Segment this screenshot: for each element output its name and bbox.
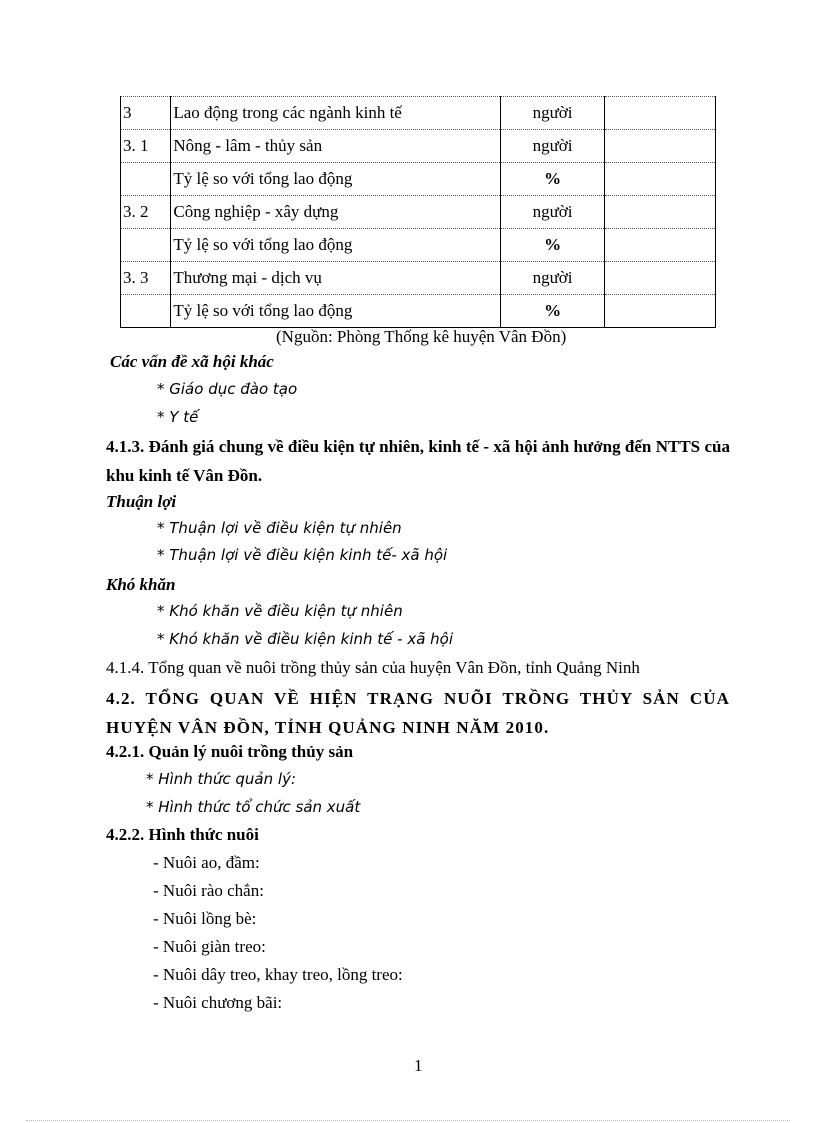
row-item: Lao động trong các ngành kinh tế bbox=[171, 97, 501, 130]
row-item: Tỷ lệ so với tổng lao động bbox=[171, 163, 501, 196]
row-number: 3 bbox=[121, 97, 171, 130]
page-bottom-rule bbox=[26, 1120, 790, 1121]
labor-table bbox=[120, 96, 716, 328]
section-heading-421: 4.2.1. Quản lý nuôi trồng thủy sản bbox=[106, 742, 354, 761]
row-number: 3. 1 bbox=[121, 130, 171, 163]
row-value bbox=[605, 262, 716, 295]
row-number: 3. 2 bbox=[121, 196, 171, 229]
row-value bbox=[605, 163, 716, 196]
social-item: * Y tế bbox=[157, 408, 199, 426]
farming-item: - Nuôi lồng bè: bbox=[153, 909, 257, 928]
overview-414: 4.1.4. Tổng quan về nuôi trồng thủy sản của huyện Vân Đồn, tỉnh Quảng Ninh bbox=[106, 658, 640, 677]
row-value bbox=[605, 295, 716, 328]
advantages-heading: Thuận lợi bbox=[106, 492, 177, 511]
row-value bbox=[605, 130, 716, 163]
row-unit: người bbox=[501, 196, 605, 229]
table-row bbox=[121, 163, 716, 196]
management-item: * Hình thức quản lý: bbox=[146, 770, 296, 788]
management-item: * Hình thức tổ chức sản xuất bbox=[146, 798, 361, 816]
section-heading-413: 4.1.3. Đánh giá chung về điều kiện tự nhiên, kinh tế - xã hội ảnh hưởng đến NTTS của khu kinh tế Vân Đồn. bbox=[106, 437, 730, 485]
row-unit: người bbox=[501, 130, 605, 163]
social-heading: Các vấn đề xã hội khác bbox=[110, 352, 274, 371]
row-item: Tỷ lệ so với tổng lao động bbox=[171, 295, 501, 328]
advantages-item: * Thuận lợi về điều kiện kinh tế- xã hội bbox=[157, 546, 448, 564]
table-row bbox=[121, 196, 716, 229]
table-row bbox=[121, 262, 716, 295]
row-unit: % bbox=[501, 295, 605, 328]
table-row bbox=[121, 295, 716, 328]
row-unit: người bbox=[501, 97, 605, 130]
row-number bbox=[121, 229, 171, 262]
row-value bbox=[605, 97, 716, 130]
table-source: (Nguồn: Phòng Thống kê huyện Vân Đồn) bbox=[276, 327, 567, 346]
farming-item: - Nuôi rào chắn: bbox=[153, 881, 264, 900]
row-unit: % bbox=[501, 229, 605, 262]
advantages-item: * Thuận lợi về điều kiện tự nhiên bbox=[157, 519, 402, 537]
row-item: Tỷ lệ so với tổng lao động bbox=[171, 229, 501, 262]
farming-item: - Nuôi chương bãi: bbox=[153, 993, 283, 1012]
row-number bbox=[121, 295, 171, 328]
table-row bbox=[121, 229, 716, 262]
row-unit: % bbox=[501, 163, 605, 196]
farming-item: - Nuôi ao, đầm: bbox=[153, 853, 260, 872]
row-unit: người bbox=[501, 262, 605, 295]
farming-item: - Nuôi dây treo, khay treo, lồng treo: bbox=[153, 965, 403, 984]
row-value bbox=[605, 196, 716, 229]
difficulties-item: * Khó khăn về điều kiện kinh tế - xã hội bbox=[157, 630, 454, 648]
social-item: * Giáo dục đào tạo bbox=[157, 380, 298, 398]
difficulties-heading: Khó khăn bbox=[106, 575, 176, 594]
farming-item: - Nuôi giàn treo: bbox=[153, 937, 266, 956]
row-number: 3. 3 bbox=[121, 262, 171, 295]
page-number: 1 bbox=[414, 1056, 423, 1075]
difficulties-item: * Khó khăn về điều kiện tự nhiên bbox=[157, 602, 403, 620]
row-item: Công nghiệp - xây dựng bbox=[171, 196, 501, 229]
table-row bbox=[121, 130, 716, 163]
section-heading-42: 4.2. TỔNG QUAN VỀ HIỆN TRẠNG NUÕI TRỒNG THỦY SẢN CỦA HUYỆN VÂN ĐỒN, TỈNH QUẢNG NINH NĂM 2010. bbox=[106, 689, 730, 737]
row-item: Thương mại - dịch vụ bbox=[171, 262, 501, 295]
row-number bbox=[121, 163, 171, 196]
section-heading-422: 4.2.2. Hình thức nuôi bbox=[106, 825, 259, 844]
table-row bbox=[121, 97, 716, 130]
row-value bbox=[605, 229, 716, 262]
row-item: Nông - lâm - thủy sản bbox=[171, 130, 501, 163]
